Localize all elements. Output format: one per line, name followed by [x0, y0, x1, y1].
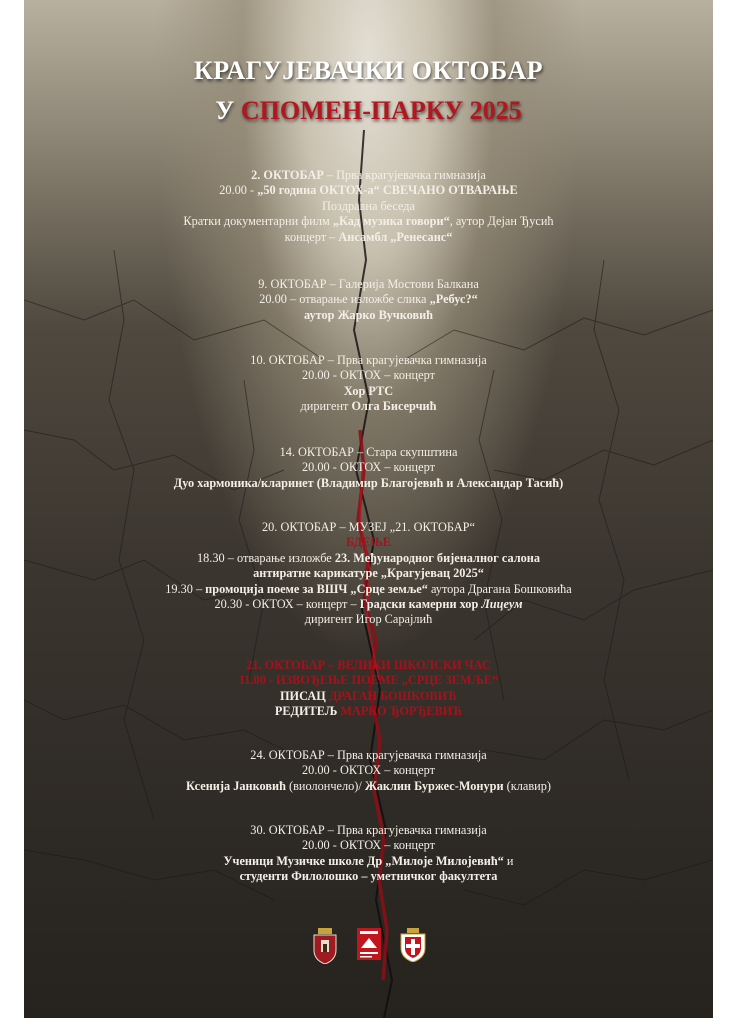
- event-line: 9. ОКТОБАР – Галерија Мостови Балкана: [258, 277, 479, 291]
- poster: [24, 0, 713, 1018]
- performer-italic: Лицеум: [481, 597, 523, 612]
- event-time: 20.00 -: [219, 183, 258, 198]
- event-text: 19.30 –: [165, 581, 206, 596]
- event-line: [24, 399, 713, 414]
- city-coat-of-arms-icon: [312, 928, 338, 964]
- event-line: [24, 551, 713, 566]
- event-line: 20.00 - ОКТОХ – концерт: [302, 838, 435, 853]
- event-line: Поздравна беседа: [322, 198, 415, 213]
- event-line: [24, 183, 713, 198]
- event-text: 18.30 – отварање изложбе: [197, 550, 335, 565]
- organizer-logo-icon: [357, 928, 381, 960]
- event-venue: – Прва крагујевачка гимназија: [323, 168, 486, 182]
- performer: Ксенија Јанковић: [186, 778, 286, 793]
- instrument: (виолончело)/: [285, 778, 365, 793]
- event-text: 20.00 – отварање изложбе слика: [259, 292, 430, 307]
- event-line: [24, 689, 713, 704]
- event-line: [24, 779, 713, 794]
- event-line: [24, 308, 713, 323]
- event-line: 20.00 - ОКТОХ – концерт: [302, 763, 435, 778]
- performer: [360, 597, 523, 611]
- event-text: аутора Драгана Бошковића: [427, 581, 572, 596]
- event-oct-10: [24, 353, 713, 415]
- credit-name: МАРКО ЂОРЂЕВИЋ: [340, 704, 463, 719]
- event-line: [24, 597, 713, 612]
- credit-name: ДРАГАН БОШКОВИЋ: [328, 688, 458, 703]
- event-oct-20: [24, 520, 713, 628]
- event-line: 24. ОКТОБАР – Прва крагујевачка гимназија: [250, 748, 487, 762]
- exhibition-title: антиратне карикатуре „Крагујевац 2025“: [253, 566, 484, 581]
- event-line: 20.00 - ОКТОХ – концерт: [302, 368, 435, 383]
- event-oct-21: [24, 658, 713, 720]
- exhibition-title: „Ребус?“: [429, 292, 478, 307]
- event-highlight: 11.00 - ИЗВОЂЕЊЕ ПОЕМЕ „СРЦЕ ЗЕМЉЕ“: [238, 673, 499, 688]
- event-text: , аутор Дејан Ђусић: [449, 214, 554, 229]
- event-line: [24, 384, 713, 399]
- event-line: 20.00 - ОКТОХ – концерт: [302, 460, 435, 475]
- credit-label: РЕДИТЕЉ: [274, 704, 341, 719]
- sponsor-emblems: [24, 928, 713, 968]
- event-line: [24, 214, 713, 229]
- subtitle-highlight: СПОМЕН-ПАРКУ 2025: [240, 96, 522, 125]
- subtitle-prefix: У: [215, 96, 241, 125]
- event-line: [24, 854, 713, 869]
- event-line: [24, 566, 713, 581]
- event-text: и: [503, 853, 514, 868]
- conductor: Олга Бисерчић: [351, 399, 437, 414]
- poster-title: КРАГУЈЕВАЧКИ ОКТОБАР: [193, 56, 544, 85]
- performer: студенти Филолошко – уметничког факултета: [239, 869, 498, 884]
- event-line: [24, 476, 713, 491]
- performer: Дуо хармоника/кларинет (Владимир Благојевић и Александар Тасић): [173, 475, 564, 490]
- performer: Ученици Музичке школе Др „Милоје Милојевић“: [223, 853, 504, 868]
- event-oct-9: [24, 277, 713, 323]
- event-line: [24, 230, 713, 245]
- event-line: [24, 582, 713, 597]
- event-date: 2. ОКТОБАР: [251, 168, 324, 182]
- event-line: 14. ОКТОБАР – Стара скупштина: [279, 445, 458, 459]
- event-line: 20. ОКТОБАР – МУЗЕЈ „21. ОКТОБАР“: [262, 520, 475, 534]
- performer-name: Градски камерни хор: [359, 597, 482, 612]
- event-line: [24, 292, 713, 307]
- event-text: 20.30 - ОКТОХ – концерт –: [214, 597, 360, 612]
- event-line: [24, 869, 713, 884]
- author: аутор Жарко Вучковић: [303, 307, 434, 322]
- event-highlight: БДЕЊЕ: [346, 535, 391, 550]
- instrument: (клавир): [503, 778, 551, 793]
- poster-subtitle: [24, 96, 713, 126]
- performer: Ансамбл „Ренесанс“: [338, 229, 453, 244]
- event-line: 10. ОКТОБАР – Прва крагујевачка гимназија: [250, 353, 487, 367]
- credit-label: ПИСАЦ: [279, 688, 329, 703]
- event-oct-24: [24, 748, 713, 794]
- event-oct-2: [24, 168, 713, 245]
- event-line: диригент Игор Сарајлић: [304, 612, 433, 627]
- event-text: Кратки документарни филм: [183, 214, 333, 229]
- event-highlight: 21. ОКТОБАР – ВЕЛИКИ ШКОЛСКИ ЧАС: [246, 658, 491, 672]
- event-line: 30. ОКТОБАР – Прва крагујевачка гимназија: [250, 823, 487, 837]
- event-oct-30: [24, 823, 713, 885]
- serbia-coat-of-arms-icon: [400, 928, 426, 962]
- event-line: [24, 704, 713, 719]
- event-oct-14: [24, 445, 713, 491]
- performer: Жаклин Буржес-Монури: [364, 778, 504, 793]
- exhibition-title: 23. Међународног бијеналног салона: [334, 550, 540, 565]
- event-text: диригент: [300, 399, 352, 414]
- film-title: „Кад музика говори“: [332, 214, 450, 229]
- event-title: „50 година ОКТОХ-а“ СВЕЧАНО ОТВАРАЊЕ: [257, 183, 518, 198]
- performer: Хор РТС: [343, 383, 394, 398]
- event-line: [24, 168, 713, 183]
- event-text: концерт –: [284, 229, 339, 244]
- promotion-title: промоција поеме за ВШЧ „Срце земље“: [205, 581, 428, 596]
